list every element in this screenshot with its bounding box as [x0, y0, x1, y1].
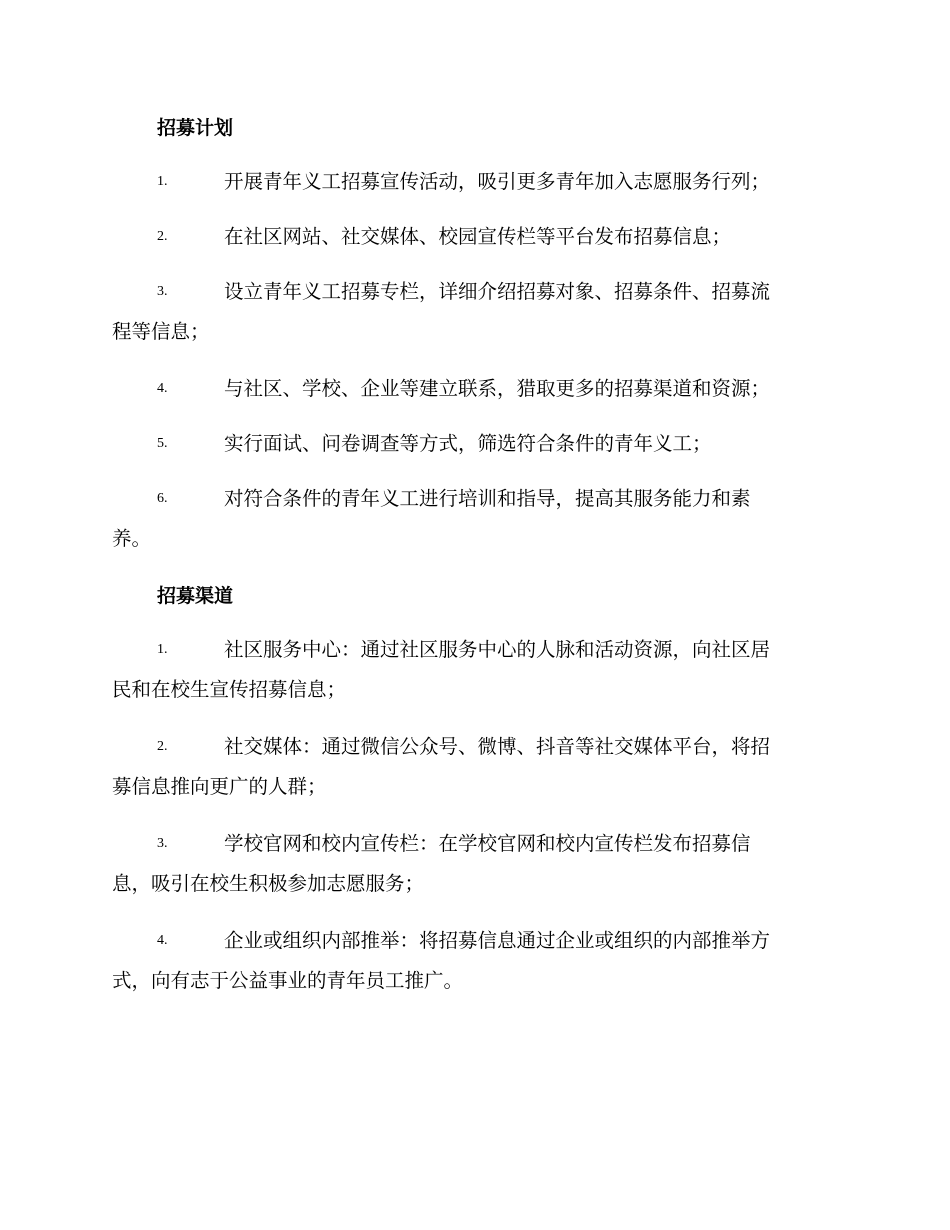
item-number: 2.	[157, 739, 168, 754]
item-number: 3.	[157, 284, 168, 299]
channel-item-1	[112, 630, 832, 710]
item-number: 5.	[157, 436, 168, 451]
plan-item-1	[112, 162, 832, 202]
item-text: 对符合条件的青年义工进行培训和指导，提高其服务能力和素	[224, 487, 751, 510]
item-text: 社交媒体：通过微信公众号、微博、抖音等社交媒体平台，将招	[224, 735, 771, 758]
item-text: 企业或组织内部推举：将招募信息通过企业或组织的内部推举方	[224, 929, 771, 952]
item-text: 设立青年义工招募专栏，详细介绍招募对象、招募条件、招募流	[224, 280, 771, 303]
item-text: 在社区网站、社交媒体、校园宣传栏等平台发布招募信息；	[224, 225, 732, 248]
item-text: 实行面试、问卷调查等方式，筛选符合条件的青年义工；	[224, 432, 712, 455]
channel-item-3	[112, 824, 832, 904]
item-number: 4.	[157, 933, 168, 948]
item-text-continued: 式，向有志于公益事业的青年员工推广。	[112, 969, 464, 992]
plan-item-4	[112, 369, 832, 409]
item-text-continued: 息，吸引在校生积极参加志愿服务；	[112, 872, 425, 895]
channel-item-4	[112, 921, 832, 1001]
item-text: 社区服务中心：通过社区服务中心的人脉和活动资源，向社区居	[224, 638, 771, 661]
item-text-continued: 募信息推向更广的人群；	[112, 775, 327, 798]
item-number: 1.	[157, 642, 168, 657]
item-text: 学校官网和校内宣传栏：在学校官网和校内宣传栏发布招募信	[224, 832, 751, 855]
plan-item-2	[112, 217, 832, 257]
plan-item-3	[112, 272, 832, 352]
item-number: 1.	[157, 174, 168, 189]
item-text-continued: 程等信息；	[112, 320, 210, 343]
item-text-continued: 养。	[112, 527, 152, 550]
plan-item-6	[112, 479, 832, 559]
item-text: 开展青年义工招募宣传活动，吸引更多青年加入志愿服务行列；	[224, 170, 771, 193]
item-text: 与社区、学校、企业等建立联系，猎取更多的招募渠道和资源；	[224, 377, 771, 400]
item-number: 6.	[157, 491, 168, 506]
item-number: 2.	[157, 229, 168, 244]
item-text-continued: 民和在校生宣传招募信息；	[112, 678, 347, 701]
channel-item-2	[112, 727, 832, 807]
heading-recruitment-channels: 招募渠道	[157, 585, 234, 607]
heading-recruitment-plan: 招募计划	[157, 117, 234, 139]
item-number: 3.	[157, 836, 168, 851]
plan-item-5	[112, 424, 832, 464]
item-number: 4.	[157, 381, 168, 396]
